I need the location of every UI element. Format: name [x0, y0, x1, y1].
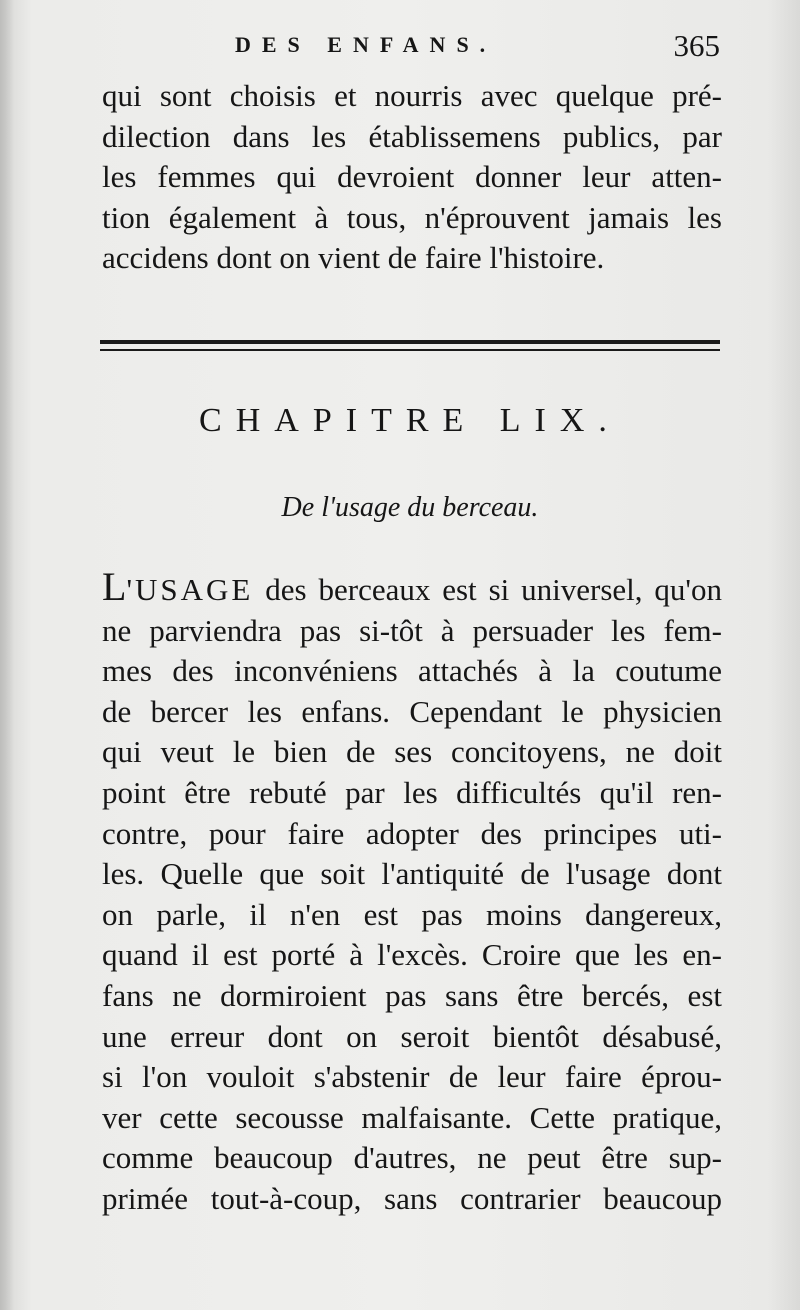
first-line-text: des berceaux est si universel, qu'on	[253, 572, 722, 607]
text-line: les. Quelle que soit l'antiquité de l'usage dont	[102, 856, 722, 892]
text-line: contre, pour faire adopter des principes uti-	[102, 815, 722, 851]
text-line: primée tout-à-coup, sans contrarier beaucoup	[102, 1180, 722, 1216]
text-line: de bercer les enfans. Cependant le physicien	[102, 693, 722, 729]
page-number: 365	[673, 28, 720, 63]
running-head	[100, 28, 720, 72]
text-line: point être rebuté par les difficultés qu'il ren-	[102, 774, 722, 810]
text-line: ne parviendra pas si-tôt à persuader les fem-	[102, 612, 722, 648]
page-edge-shadow	[0, 0, 14, 1310]
text-line: quand il est porté à l'excès. Croire que les en-	[102, 937, 722, 973]
divider-thin-line	[100, 349, 720, 351]
text-line: comme beaucoup d'autres, ne peut être sup-	[102, 1140, 722, 1176]
chapter-body-paragraph	[102, 564, 722, 1220]
chapter-divider-rule	[100, 340, 720, 354]
initial-letter: L	[102, 564, 127, 609]
running-title: DES ENFANS.	[235, 32, 497, 57]
text-line: les femmes qui devroient donner leur atten-	[102, 159, 722, 195]
text-line: si l'on vouloit s'abstenir de leur faire éprou-	[102, 1059, 722, 1095]
first-text-line	[102, 564, 722, 611]
text-line: dilection dans les établissemens publics, par	[102, 118, 722, 154]
text-line: qui veut le bien de ses concitoyens, ne doit	[102, 734, 722, 770]
text-line: accidens dont on vient de faire l'histoire.	[102, 240, 605, 276]
text-line: tion également à tous, n'éprouvent jamais les	[102, 199, 722, 235]
intro-paragraph	[102, 76, 722, 279]
chapter-heading: CHAPITRE LIX.	[199, 402, 621, 439]
text-line: une erreur dont on seroit bientôt désabusé,	[102, 1018, 722, 1054]
text-line: on parle, il n'en est pas moins dangereux,	[102, 896, 722, 932]
text-line: fans ne dormiroient pas sans être bercés, est	[102, 977, 722, 1013]
opening-word: 'USAGE	[126, 572, 254, 607]
chapter-subtitle: De l'usage du berceau.	[281, 492, 539, 523]
text-line: qui sont choisis et nourris avec quelque pré-	[102, 78, 722, 113]
text-line: ver cette secousse malfaisante. Cette pratique,	[102, 1099, 722, 1135]
divider-thick-line	[100, 340, 720, 344]
text-line: mes des inconvéniens attachés à la coutume	[102, 653, 722, 689]
